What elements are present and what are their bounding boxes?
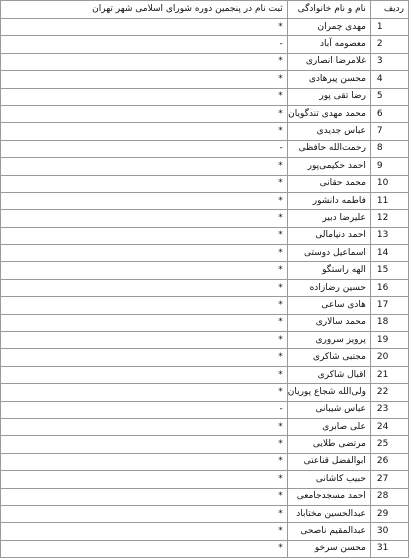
- row-number-cell: 12: [370, 210, 408, 227]
- name-cell: محمد سالاری: [287, 314, 370, 331]
- table-row: [1, 523, 409, 540]
- registered-mark-cell: *: [1, 523, 288, 540]
- row-number-cell: 20: [370, 349, 408, 366]
- name-cell: اقبال شاکری: [287, 366, 370, 383]
- table-row: [1, 384, 409, 401]
- table-row: [1, 71, 409, 88]
- registered-mark-cell: -: [1, 401, 288, 418]
- table-row: [1, 488, 409, 505]
- row-number-cell: 8: [370, 140, 408, 157]
- name-cell: احمد حکیمی‌پور: [287, 158, 370, 175]
- table-row: [1, 210, 409, 227]
- header-name: نام و نام خانوادگی: [287, 1, 370, 19]
- registered-mark-cell: *: [1, 262, 288, 279]
- registered-mark-cell: *: [1, 488, 288, 505]
- name-cell: احمد دنیامالی: [287, 227, 370, 244]
- table-row: [1, 314, 409, 331]
- name-cell: علی صابری: [287, 418, 370, 435]
- row-number-cell: 18: [370, 314, 408, 331]
- registered-mark-cell: -: [1, 36, 288, 53]
- table-body: [1, 19, 409, 558]
- table-row: [1, 140, 409, 157]
- registered-mark-cell: -: [1, 140, 288, 157]
- table-row: [1, 158, 409, 175]
- name-cell: محسن پیرهادی: [287, 71, 370, 88]
- name-cell: عبدالمقیم ناصحی: [287, 523, 370, 540]
- row-number-cell: 6: [370, 105, 408, 122]
- table-row: [1, 540, 409, 557]
- row-number-cell: 19: [370, 332, 408, 349]
- name-cell: علیرضا دبیر: [287, 210, 370, 227]
- name-cell: عبدالحسین مختاباد: [287, 505, 370, 522]
- registered-mark-cell: *: [1, 175, 288, 192]
- table-row: [1, 105, 409, 122]
- registered-mark-cell: *: [1, 53, 288, 70]
- registered-mark-cell: *: [1, 88, 288, 105]
- name-cell: مرتضی طلایی: [287, 436, 370, 453]
- registered-mark-cell: *: [1, 436, 288, 453]
- table-row: [1, 349, 409, 366]
- row-number-cell: 25: [370, 436, 408, 453]
- table-row: [1, 436, 409, 453]
- name-cell: محمد حقانی: [287, 175, 370, 192]
- registered-mark-cell: *: [1, 418, 288, 435]
- table-row: [1, 401, 409, 418]
- row-number-cell: 10: [370, 175, 408, 192]
- table-row: [1, 453, 409, 470]
- registered-mark-cell: *: [1, 19, 288, 36]
- row-number-cell: 14: [370, 245, 408, 262]
- name-cell: مجتبی شاکری: [287, 349, 370, 366]
- name-cell: حبیب کاشانی: [287, 471, 370, 488]
- registered-mark-cell: *: [1, 71, 288, 88]
- registered-mark-cell: *: [1, 384, 288, 401]
- name-cell: اسماعیل دوستی: [287, 245, 370, 262]
- registered-mark-cell: *: [1, 123, 288, 140]
- row-number-cell: 22: [370, 384, 408, 401]
- registered-mark-cell: *: [1, 332, 288, 349]
- name-cell: غلامرضا انصاری: [287, 53, 370, 70]
- name-cell: پرویز سروری: [287, 332, 370, 349]
- registered-mark-cell: *: [1, 210, 288, 227]
- row-number-cell: 2: [370, 36, 408, 53]
- name-cell: محمد مهدی تندگویان: [287, 105, 370, 122]
- table-row: [1, 175, 409, 192]
- header-row: [1, 1, 409, 19]
- row-number-cell: 31: [370, 540, 408, 557]
- registered-mark-cell: *: [1, 227, 288, 244]
- row-number-cell: 3: [370, 53, 408, 70]
- row-number-cell: 11: [370, 192, 408, 209]
- registered-mark-cell: *: [1, 505, 288, 522]
- row-number-cell: 16: [370, 279, 408, 296]
- row-number-cell: 1: [370, 19, 408, 36]
- table-row: [1, 471, 409, 488]
- registered-mark-cell: *: [1, 471, 288, 488]
- registered-mark-cell: *: [1, 192, 288, 209]
- registered-mark-cell: *: [1, 105, 288, 122]
- registered-mark-cell: *: [1, 314, 288, 331]
- row-number-cell: 15: [370, 262, 408, 279]
- row-number-cell: 28: [370, 488, 408, 505]
- table-row: [1, 53, 409, 70]
- table-row: [1, 88, 409, 105]
- table-row: [1, 366, 409, 383]
- header-row-no: ردیف: [370, 1, 408, 19]
- table-row: [1, 262, 409, 279]
- name-cell: عباس جدیدی: [287, 123, 370, 140]
- name-cell: عباس شیبانی: [287, 401, 370, 418]
- row-number-cell: 13: [370, 227, 408, 244]
- table-row: [1, 418, 409, 435]
- registered-mark-cell: *: [1, 279, 288, 296]
- name-cell: ابوالفضل قناعتی: [287, 453, 370, 470]
- name-cell: حسین رضازاده: [287, 279, 370, 296]
- row-number-cell: 26: [370, 453, 408, 470]
- row-number-cell: 4: [370, 71, 408, 88]
- row-number-cell: 9: [370, 158, 408, 175]
- table-row: [1, 36, 409, 53]
- registered-mark-cell: *: [1, 540, 288, 557]
- table-row: [1, 123, 409, 140]
- table-row: [1, 192, 409, 209]
- table-row: [1, 505, 409, 522]
- name-cell: احمد مسجدجامعی: [287, 488, 370, 505]
- name-cell: مهدی چمران: [287, 19, 370, 36]
- table-row: [1, 297, 409, 314]
- name-cell: محسن سرخو: [287, 540, 370, 557]
- header-registered: ثبت نام در پنجمین دوره شورای اسلامی شهر تهران: [1, 1, 288, 19]
- table-row: [1, 245, 409, 262]
- table-row: [1, 227, 409, 244]
- name-cell: رضا تقی پور: [287, 88, 370, 105]
- name-cell: الهه راستگو: [287, 262, 370, 279]
- registered-mark-cell: *: [1, 349, 288, 366]
- row-number-cell: 7: [370, 123, 408, 140]
- row-number-cell: 5: [370, 88, 408, 105]
- table-row: [1, 19, 409, 36]
- registered-mark-cell: *: [1, 158, 288, 175]
- table-row: [1, 279, 409, 296]
- name-cell: رحمت‌الله حافظی: [287, 140, 370, 157]
- registered-mark-cell: *: [1, 245, 288, 262]
- registered-mark-cell: *: [1, 366, 288, 383]
- row-number-cell: 24: [370, 418, 408, 435]
- row-number-cell: 27: [370, 471, 408, 488]
- row-number-cell: 21: [370, 366, 408, 383]
- name-cell: فاطمه دانشور: [287, 192, 370, 209]
- row-number-cell: 23: [370, 401, 408, 418]
- row-number-cell: 30: [370, 523, 408, 540]
- name-cell: هادی ساعی: [287, 297, 370, 314]
- registered-mark-cell: *: [1, 297, 288, 314]
- table-row: [1, 332, 409, 349]
- registered-mark-cell: *: [1, 453, 288, 470]
- name-cell: ولی‌الله شجاع پوریان: [287, 384, 370, 401]
- row-number-cell: 17: [370, 297, 408, 314]
- name-cell: معصومه آباد: [287, 36, 370, 53]
- row-number-cell: 29: [370, 505, 408, 522]
